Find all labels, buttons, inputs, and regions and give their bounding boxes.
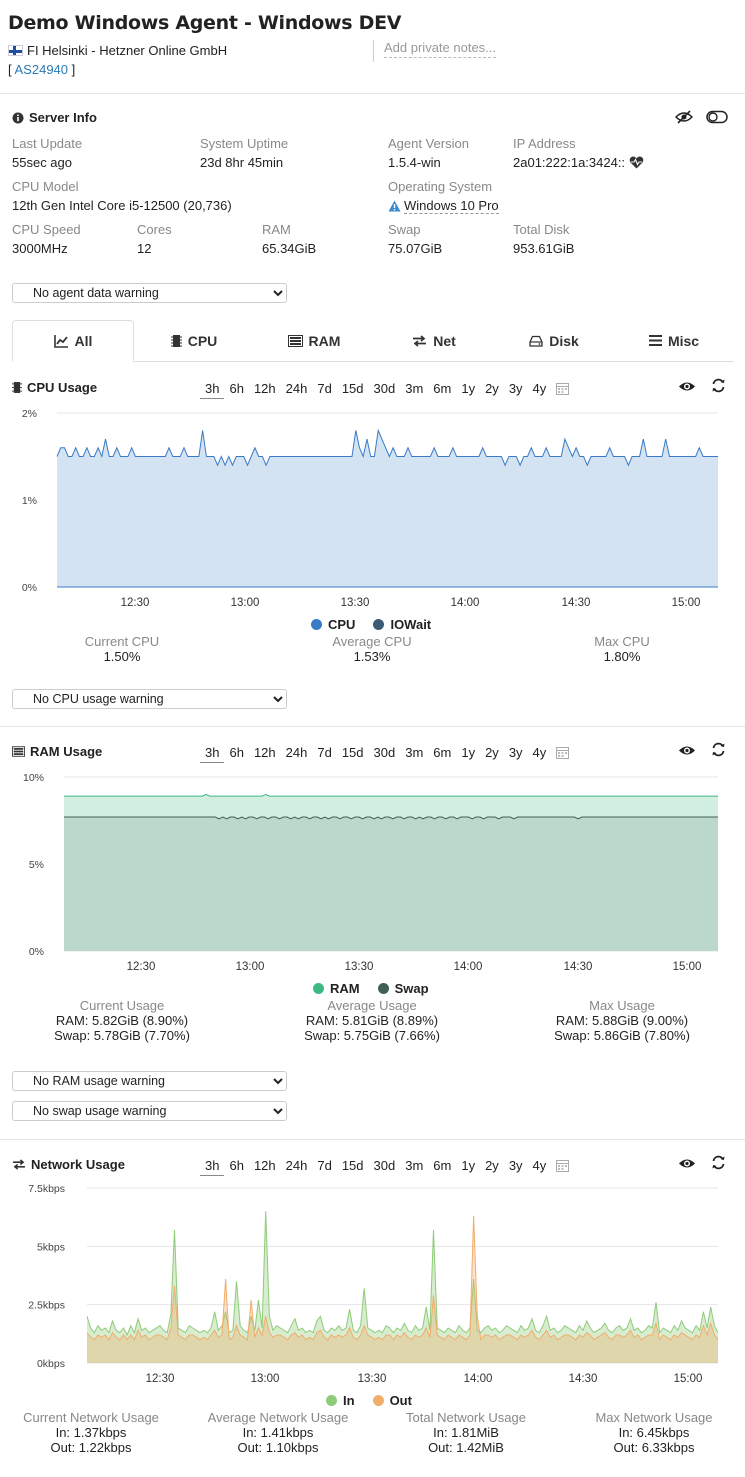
cpu-usage-title	[12, 380, 97, 395]
tab-cpu[interactable]	[134, 320, 254, 361]
current-swap-value: Swap: 5.78GiB (7.70%)	[54, 1028, 190, 1043]
legend-cpu-label: CPU	[328, 617, 356, 632]
total-network-stat	[380, 1410, 552, 1455]
memory-icon	[12, 746, 25, 757]
calendar-icon[interactable]	[551, 743, 574, 763]
max-network-label: Max Network Usage	[595, 1410, 713, 1425]
private-notes[interactable]	[373, 40, 496, 62]
heartbeat-icon[interactable]	[629, 156, 644, 169]
legend-iowait[interactable]	[373, 617, 431, 632]
range-6m[interactable]: 6m	[433, 381, 452, 396]
current-network-in: In: 1.37kbps	[55, 1425, 127, 1440]
average-usage-stat	[272, 998, 472, 1043]
agent-version-label: Agent Version	[388, 136, 469, 151]
tab-cpu-label: CPU	[187, 332, 218, 349]
range-3h[interactable]: 3h	[200, 743, 224, 763]
server-info-title	[12, 110, 97, 125]
current-cpu-stat	[47, 634, 197, 664]
x-tick-label: 13:30	[340, 597, 370, 609]
swap-warning-select[interactable]	[12, 1101, 287, 1121]
network-legend	[326, 1393, 412, 1408]
y-tick-label: 5%	[28, 859, 44, 871]
chip-icon	[12, 381, 22, 394]
last-update-value: 55sec ago	[12, 155, 72, 170]
eye-icon[interactable]	[678, 1157, 696, 1170]
average-network-in: In: 1.41kbps	[242, 1425, 314, 1440]
x-tick-label: 14:00	[463, 1373, 493, 1385]
cores-label: Cores	[137, 222, 172, 237]
uptime-value: 23d 8hr 45min	[200, 155, 284, 170]
chip-icon	[171, 334, 182, 348]
info-icon	[12, 112, 24, 124]
x-tick-label: 15:00	[671, 597, 701, 609]
range-24h[interactable]: 24h	[285, 381, 308, 396]
range-4y[interactable]: 4y	[532, 745, 547, 760]
range-7d[interactable]: 7d	[317, 381, 332, 396]
range-30d[interactable]: 30d	[373, 745, 396, 760]
ram-range-selector	[200, 743, 574, 763]
uptime-label: System Uptime	[200, 136, 289, 151]
current-usage-label: Current Usage	[79, 998, 165, 1013]
max-swap-value: Swap: 5.86GiB (7.80%)	[554, 1028, 690, 1043]
y-tick-label: 0kbps	[36, 1358, 65, 1370]
total-network-out: Out: 1.42MiB	[428, 1440, 504, 1455]
x-tick-label: 15:00	[672, 961, 702, 973]
range-15d[interactable]: 15d	[341, 381, 364, 396]
series-line-ram	[64, 794, 718, 796]
max-cpu-label: Max CPU	[594, 634, 650, 649]
x-tick-label: 13:00	[230, 597, 260, 609]
cores-value: 12	[137, 241, 152, 256]
chart-tabs	[12, 320, 734, 362]
legend-ram-dot	[313, 983, 324, 994]
average-network-label: Average Network Usage	[207, 1410, 349, 1425]
range-2y[interactable]: 2y	[485, 1158, 499, 1173]
range-15d[interactable]: 15d	[341, 745, 364, 760]
max-network-out: Out: 6.33kbps	[613, 1440, 695, 1455]
range-4y[interactable]: 4y	[532, 1158, 547, 1173]
ip-address-text: 2a01:222:1a:3424::	[513, 155, 626, 170]
toggle-icon[interactable]	[706, 110, 728, 124]
ip-address-label: IP Address	[513, 136, 576, 151]
x-tick-label: 13:00	[235, 961, 265, 973]
network-range-selector	[200, 1156, 574, 1176]
chart-line-icon	[54, 335, 69, 348]
finland-flag-icon	[8, 45, 23, 56]
network-usage-title-text: Network Usage	[31, 1157, 125, 1172]
current-network-label: Current Network Usage	[23, 1410, 159, 1425]
agent-data-warning-select[interactable]	[12, 283, 287, 303]
calendar-icon[interactable]	[551, 379, 574, 399]
y-tick-label: 10%	[22, 772, 44, 784]
series-area-out	[87, 1216, 718, 1363]
swap-label: Swap	[388, 222, 421, 237]
ram-label: RAM	[262, 222, 291, 237]
tab-ram-label: RAM	[308, 332, 341, 349]
total-disk-label: Total Disk	[513, 222, 570, 237]
current-cpu-label: Current CPU	[84, 634, 160, 649]
network-usage-title	[12, 1157, 125, 1172]
max-usage-label: Max Usage	[589, 998, 655, 1013]
cpu-warning-select[interactable]	[12, 689, 287, 709]
range-1y[interactable]: 1y	[461, 745, 476, 760]
x-tick-label: 12:30	[120, 597, 150, 609]
warning-triangle-icon	[388, 200, 401, 212]
current-network-stat	[5, 1410, 177, 1455]
menu-icon	[649, 335, 662, 346]
divider	[0, 93, 745, 94]
legend-out-dot	[373, 1395, 384, 1406]
current-cpu-value: 1.50%	[103, 649, 141, 664]
legend-cpu[interactable]	[311, 617, 355, 632]
range-6m[interactable]: 6m	[433, 745, 452, 760]
ip-address-value	[513, 155, 644, 170]
cpu-model-label: CPU Model	[12, 179, 79, 194]
legend-ram[interactable]	[313, 981, 360, 996]
total-network-label: Total Network Usage	[406, 1410, 526, 1425]
y-tick-label: 1%	[21, 495, 37, 507]
cpu-speed-value: 3000MHz	[12, 241, 68, 256]
asn-bracket-close: ]	[68, 62, 76, 77]
hide-eye-icon[interactable]	[675, 110, 693, 124]
average-cpu-value: 1.53%	[353, 649, 391, 664]
average-network-stat	[192, 1410, 364, 1455]
current-usage-stat	[22, 998, 222, 1043]
cpu-legend	[311, 617, 431, 632]
hdd-icon	[529, 335, 543, 347]
divider	[0, 726, 745, 727]
tab-all-label: All	[74, 333, 93, 349]
cpu-speed-label: CPU Speed	[12, 222, 81, 237]
asn-line	[8, 62, 75, 77]
x-tick-label: 12:30	[126, 961, 156, 973]
range-24h[interactable]: 24h	[285, 745, 308, 760]
x-tick-label: 13:30	[357, 1373, 387, 1385]
average-network-out: Out: 1.10kbps	[237, 1440, 319, 1455]
y-tick-label: 2%	[21, 408, 37, 420]
range-30d[interactable]: 30d	[373, 1158, 396, 1173]
range-3h[interactable]: 3h	[200, 1156, 224, 1176]
tab-misc[interactable]	[614, 320, 734, 361]
cpu-usage-title-text: CPU Usage	[27, 380, 98, 395]
network-usage-chart	[0, 1180, 745, 1390]
legend-in-dot	[326, 1395, 337, 1406]
range-7d[interactable]: 7d	[317, 745, 332, 760]
range-2y[interactable]: 2y	[485, 745, 499, 760]
range-12h[interactable]: 12h	[253, 381, 276, 396]
server-info-title-text: Server Info	[29, 110, 97, 125]
x-tick-label: 14:30	[563, 961, 593, 973]
range-1y[interactable]: 1y	[461, 381, 476, 396]
x-tick-label: 13:30	[344, 961, 374, 973]
x-tick-label: 14:00	[453, 961, 483, 973]
tab-misc-label: Misc	[667, 332, 700, 349]
range-15d[interactable]: 15d	[341, 1158, 364, 1173]
legend-swap-label: Swap	[394, 981, 429, 996]
range-3m[interactable]: 3m	[405, 1158, 424, 1173]
range-2y[interactable]: 2y	[485, 381, 499, 396]
ram-usage-title	[12, 744, 102, 759]
average-swap-value: Swap: 5.75GiB (7.66%)	[304, 1028, 440, 1043]
tab-disk-label: Disk	[549, 332, 579, 349]
max-network-stat	[568, 1410, 740, 1455]
y-tick-label: 5kbps	[36, 1241, 65, 1254]
ram-usage-title-text: RAM Usage	[30, 744, 103, 759]
tab-disk[interactable]	[494, 320, 614, 361]
average-cpu-label: Average CPU	[332, 634, 412, 649]
legend-swap-dot	[378, 983, 389, 994]
max-cpu-stat	[547, 634, 697, 664]
series-area-cpu	[57, 430, 718, 587]
tab-net[interactable]	[374, 320, 494, 361]
max-cpu-value: 1.80%	[603, 649, 641, 664]
range-12h[interactable]: 12h	[253, 1158, 276, 1173]
x-tick-label: 12:30	[145, 1373, 175, 1385]
cpu-usage-chart	[0, 405, 745, 610]
calendar-icon[interactable]	[551, 1156, 574, 1176]
range-24h[interactable]: 24h	[285, 1158, 308, 1173]
refresh-icon[interactable]	[711, 1155, 726, 1170]
ram-legend	[313, 981, 429, 996]
range-1y[interactable]: 1y	[461, 1158, 476, 1173]
range-3h[interactable]: 3h	[200, 379, 224, 399]
x-tick-label: 14:30	[568, 1373, 598, 1385]
range-6h[interactable]: 6h	[229, 1158, 244, 1173]
exchange-icon	[412, 335, 427, 347]
average-usage-label: Average Usage	[327, 998, 417, 1013]
x-tick-label: 14:00	[450, 597, 480, 609]
y-tick-label: 0%	[28, 946, 44, 958]
average-ram-value: RAM: 5.81GiB (8.89%)	[305, 1013, 439, 1028]
y-tick-label: 0%	[21, 582, 37, 594]
tab-ram[interactable]	[254, 320, 374, 361]
legend-ram-label: RAM	[330, 981, 360, 996]
legend-swap[interactable]	[378, 981, 429, 996]
ram-warning-select[interactable]	[12, 1071, 287, 1091]
range-3y[interactable]: 3y	[508, 745, 523, 760]
ram-value: 65.34GiB	[262, 241, 317, 256]
range-3y[interactable]: 3y	[508, 1158, 523, 1173]
asn-link[interactable]: AS24940	[14, 62, 69, 77]
range-7d[interactable]: 7d	[317, 1158, 332, 1173]
legend-in-label: In	[343, 1393, 355, 1408]
tab-all[interactable]	[12, 320, 134, 362]
legend-in[interactable]	[326, 1393, 355, 1408]
eye-icon[interactable]	[678, 380, 696, 393]
legend-iowait-dot	[373, 619, 384, 630]
os-link[interactable]: Windows 10 Pro	[404, 198, 499, 213]
legend-iowait-label: IOWait	[390, 617, 432, 632]
agent-version-value: 1.5.4-win	[388, 155, 441, 170]
divider	[0, 1139, 745, 1140]
current-ram-value: RAM: 5.82GiB (8.90%)	[55, 1013, 189, 1028]
range-3m[interactable]: 3m	[405, 745, 424, 760]
cpu-range-selector	[200, 379, 574, 399]
range-3m[interactable]: 3m	[405, 381, 424, 396]
swap-value: 75.07GiB	[388, 241, 443, 256]
series-area-swap	[64, 817, 718, 951]
location-text: FI Helsinki - Hetzner Online GmbH	[27, 43, 228, 58]
max-usage-stat	[522, 998, 722, 1043]
server-location	[8, 43, 227, 58]
range-6h[interactable]: 6h	[229, 745, 244, 760]
average-cpu-stat	[297, 634, 447, 664]
memory-icon	[288, 335, 303, 347]
tab-net-label: Net	[433, 332, 456, 349]
last-update-label: Last Update	[12, 136, 83, 151]
series-line-in	[87, 1211, 718, 1335]
range-30d[interactable]: 30d	[373, 381, 396, 396]
refresh-icon[interactable]	[711, 378, 726, 393]
range-6m[interactable]: 6m	[433, 1158, 452, 1173]
x-tick-label: 15:00	[673, 1373, 703, 1385]
exchange-icon	[12, 1159, 26, 1170]
cpu-model-value: 12th Gen Intel Core i5-12500 (20,736)	[12, 198, 232, 213]
range-3y[interactable]: 3y	[508, 381, 523, 396]
max-ram-value: RAM: 5.88GiB (9.00%)	[555, 1013, 689, 1028]
series-line-out	[87, 1216, 718, 1340]
total-network-in: In: 1.81MiB	[433, 1425, 499, 1440]
refresh-icon[interactable]	[711, 742, 726, 757]
os-value	[388, 198, 499, 214]
asn-bracket-open: [	[8, 62, 15, 77]
range-6h[interactable]: 6h	[229, 381, 244, 396]
legend-out[interactable]	[373, 1393, 412, 1408]
notes-placeholder[interactable]: Add private notes...	[384, 40, 496, 58]
legend-cpu-dot	[311, 619, 322, 630]
ram-usage-chart	[0, 769, 745, 974]
x-tick-label: 14:30	[561, 597, 591, 609]
range-4y[interactable]: 4y	[532, 381, 547, 396]
range-12h[interactable]: 12h	[253, 745, 276, 760]
current-network-out: Out: 1.22kbps	[50, 1440, 132, 1455]
eye-icon[interactable]	[678, 744, 696, 757]
y-tick-label: 7.5kbps	[28, 1183, 65, 1195]
y-tick-label: 2.5kbps	[28, 1299, 65, 1312]
page-title: Demo Windows Agent - Windows DEV	[8, 12, 402, 34]
x-tick-label: 13:00	[250, 1373, 280, 1385]
total-disk-value: 953.61GiB	[513, 241, 575, 256]
os-label: Operating System	[388, 179, 493, 194]
legend-out-label: Out	[389, 1393, 412, 1408]
max-network-in: In: 6.45kbps	[618, 1425, 690, 1440]
